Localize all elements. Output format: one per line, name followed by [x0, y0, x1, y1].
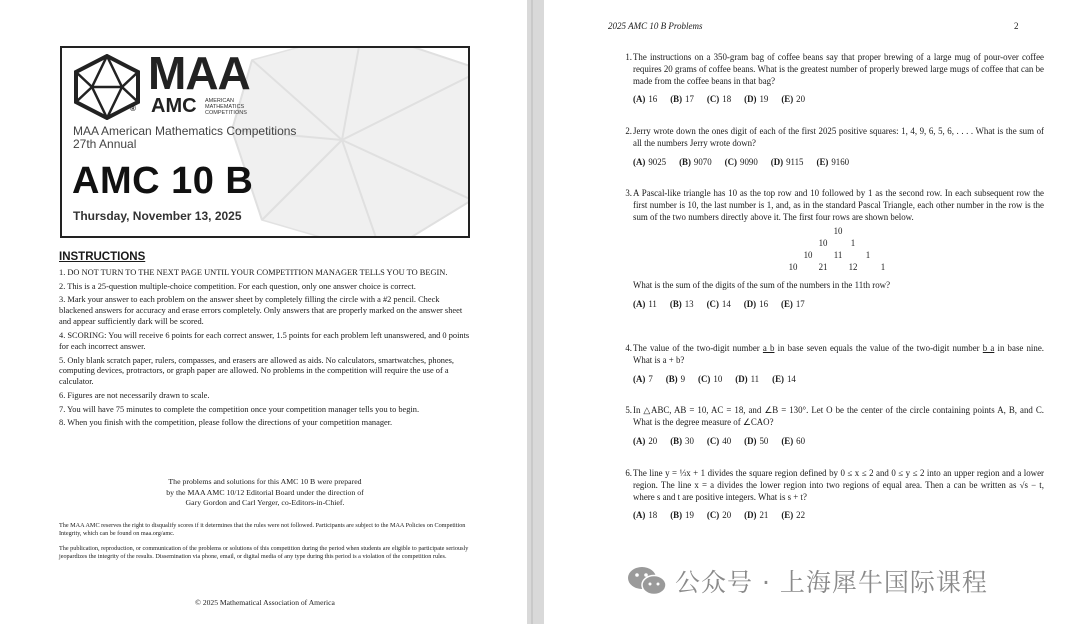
- credits-line: The problems and solutions for this AMC 10 B were prepared: [168, 477, 362, 486]
- running-header: 2025 AMC 10 B Problems: [608, 21, 703, 31]
- problem-question: What is the sum of the digits of the sum of the numbers in the 11th row?: [633, 280, 891, 291]
- page-gutter: [527, 0, 544, 624]
- choice-d: (D) 9115: [770, 156, 804, 167]
- choice-c: (C) 9090: [724, 156, 758, 167]
- problem-5: [604, 405, 1044, 447]
- problem-4: [604, 343, 1044, 385]
- credits: [100, 477, 430, 509]
- choice-e: (E) 60: [781, 435, 806, 446]
- problem-text: The instructions on a 350-gram bag of coffee beans say that proper brewing of a large mug of pour-over coffee requires 20 grams of coffee beans. What is the greatest number of properly brewed large mugs of coffee that can be made from the coffee beans in that bag?: [633, 52, 1044, 86]
- triangle-row: 10 21 12 1: [788, 262, 886, 273]
- choice-b: (B) 30: [670, 435, 694, 446]
- copyright: © 2025 Mathematical Association of America: [195, 598, 335, 607]
- problem-1: [604, 52, 1044, 106]
- choice-a: (A) 20: [633, 435, 658, 446]
- digits-ba: b a: [982, 343, 995, 353]
- problem-number: 5.: [625, 405, 632, 415]
- problem-text: Jerry wrote down the ones digit of each of the first 2025 positive squares: 1, 4, 9, 6, 5, 6, . . . . What is the sum of all the numbers Jerry wrote down?: [633, 126, 1044, 148]
- instruction-item: 7. You will have 75 minutes to complete the competition once your competition manager tells you to begin.: [59, 404, 420, 414]
- instruction-item: 5. Only blank scratch paper, rulers, compasses, and erasers are allowed as aids. No calculators, smartwatches, phones, computing devices, protractors, or graph paper are allowed. No problems in the competition will require the use of a calculator.: [59, 355, 455, 387]
- watermark-text: 公众号 · 上海犀牛国际课程: [675, 568, 988, 597]
- credits-line: Gary Gordon and Carl Yerger, co-Editors-in-Chief.: [185, 498, 345, 507]
- problem-number: 2.: [625, 126, 632, 136]
- instruction-item: 3. Mark your answer to each problem on the answer sheet by completely filling the circle with a #2 pencil. Check blackened answers for accuracy and erase errors completely. Only answers that are properly marked on the answer sheet and appear sufficiently dark will be scored.: [59, 295, 463, 327]
- answer-choices: [633, 299, 1044, 311]
- choice-b: (B) 17: [670, 94, 694, 105]
- choice-d: (D) 16: [743, 299, 768, 310]
- problem-6: [604, 468, 1044, 522]
- choice-c: (C) 40: [706, 435, 732, 446]
- choice-d: (D) 50: [744, 435, 769, 446]
- problem-text: A Pascal-like triangle has 10 as the top row and 10 followed by 1 as the second row. In each subsequent row the first number is 10, the last number is 1, and, as in the standard Pascal Triangle, each other number in the row is the sum of the two numbers directly above it. The first four rows are shown below.: [633, 188, 1044, 222]
- answer-choices: [633, 510, 1044, 522]
- choice-e: (E) 20: [781, 94, 806, 105]
- choice-e: (E) 9160: [816, 156, 850, 167]
- instructions-heading: INSTRUCTIONS: [59, 251, 146, 263]
- choice-a: (A) 9025: [633, 156, 667, 167]
- answer-choices: [633, 436, 1044, 448]
- choice-e: (E) 22: [781, 510, 806, 521]
- instruction-item: 8. When you finish with the competition, please follow the directions of your competition manager.: [59, 418, 393, 428]
- answer-choices: [633, 94, 1044, 106]
- choice-e: (E) 17: [781, 299, 805, 310]
- choice-e: (E) 14: [772, 373, 796, 384]
- problem-number: 4.: [625, 343, 632, 353]
- triangle-row: 10: [833, 226, 843, 237]
- triangle-row: 10 11 1: [803, 250, 871, 261]
- instruction-item: 4. SCORING: You will receive 6 points for each correct answer, 1.5 points for each problem left unanswered, and 0 points for each incorrect answer.: [59, 330, 470, 351]
- problem-number: 3.: [625, 188, 632, 198]
- registered-mark: ®: [130, 104, 136, 113]
- choice-a: (A) 16: [633, 94, 658, 105]
- fine-print-disqualify: The MAA AMC reserves the right to disqualify scores if it determines that the rules were not followed. Participants are subject to the MAA Policies on Competition Integrity, which can be found on maa.org/amc.: [59, 522, 466, 538]
- title-box: [60, 46, 470, 238]
- choice-c: (C) 10: [698, 373, 723, 384]
- problem-text: In △ABC, AB = 10, AC = 18, and ∠B = 130°. Let O be the center of the circle containing points A, B, and C. What is the degree measure of ∠CAO?: [633, 405, 1044, 427]
- digits-ab: a b: [762, 343, 775, 353]
- problem-3: [604, 188, 1044, 311]
- wechat-icon: [627, 565, 667, 597]
- contest-title: AMC 10 B: [72, 160, 254, 202]
- left-page: [0, 0, 527, 624]
- pascal-like-triangle: [633, 226, 1043, 278]
- choice-b: (B) 19: [670, 510, 694, 521]
- instructions-list: [59, 268, 473, 432]
- fine-print-publication: The publication, reproduction, or communication of the problems or solutions of this competition during the period when students are eligible to participate seriously jeopardizes the integrity of the results. Dissemination via phone, email, or digital media of any type during this period is a violation of the competition rules.: [59, 545, 469, 561]
- choice-a: (A) 18: [633, 510, 658, 521]
- triangle-row: 10 1: [818, 238, 856, 249]
- problem-number: 1.: [625, 52, 632, 62]
- watermark: [627, 563, 988, 599]
- choice-d: (D) 19: [744, 94, 769, 105]
- choice-d: (D) 11: [735, 373, 760, 384]
- instruction-item: 6. Figures are not necessarily drawn to scale.: [59, 391, 210, 401]
- choice-a: (A) 11: [633, 299, 657, 310]
- problem-number: 6.: [625, 468, 632, 478]
- competition-edition: 27th Annual: [73, 137, 137, 151]
- choice-a: (A) 7: [633, 373, 653, 384]
- choice-b: (B) 9070: [679, 156, 712, 167]
- instruction-item: 1. DO NOT TURN TO THE NEXT PAGE UNTIL YOUR COMPETITION MANAGER TELLS YOU TO BEGIN.: [59, 268, 448, 277]
- logo-amc-text: AMC: [151, 95, 197, 117]
- credits-line: by the MAA AMC 10/12 Editorial Board under the direction of: [166, 487, 364, 497]
- problem-text: The value of the two-digit number a b in base seven equals the value of the two-digit number b a in base nine. What is a + b?: [633, 343, 1044, 365]
- right-page: [544, 0, 1080, 624]
- logo-maa-text: MAA: [148, 47, 250, 99]
- page-number: 2: [1014, 21, 1019, 31]
- competition-name: MAA American Mathematics Competitions: [73, 124, 297, 138]
- choice-d: (D) 21: [744, 510, 769, 521]
- instruction-item: 2. This is a 25-question multiple-choice competition. For each question, only one answer choice is correct.: [59, 281, 416, 291]
- choice-b: (B) 9: [665, 373, 686, 384]
- problem-2: [604, 126, 1044, 168]
- background-polyhedron-graphic: [232, 46, 470, 238]
- contest-date: Thursday, November 13, 2025: [73, 209, 242, 223]
- choice-c: (C) 14: [706, 299, 731, 310]
- problem-text: The line y = ⅓x + 1 divides the square region defined by 0 ≤ x ≤ 2 and 0 ≤ y ≤ 2 into an upper region and a lower region. The line x = a divides the lower region into two regions of equal area. Then a can be written as √s − t, where s and t are positive integers. What is s + t?: [633, 468, 1044, 502]
- choice-c: (C) 20: [706, 510, 732, 521]
- logo-subtitle: AMERICAN MATHEMATICS COMPETITIONS: [205, 98, 247, 116]
- answer-choices: [633, 374, 1044, 386]
- choice-b: (B) 13: [669, 299, 694, 310]
- answer-choices: [633, 157, 1044, 169]
- choice-c: (C) 18: [706, 94, 732, 105]
